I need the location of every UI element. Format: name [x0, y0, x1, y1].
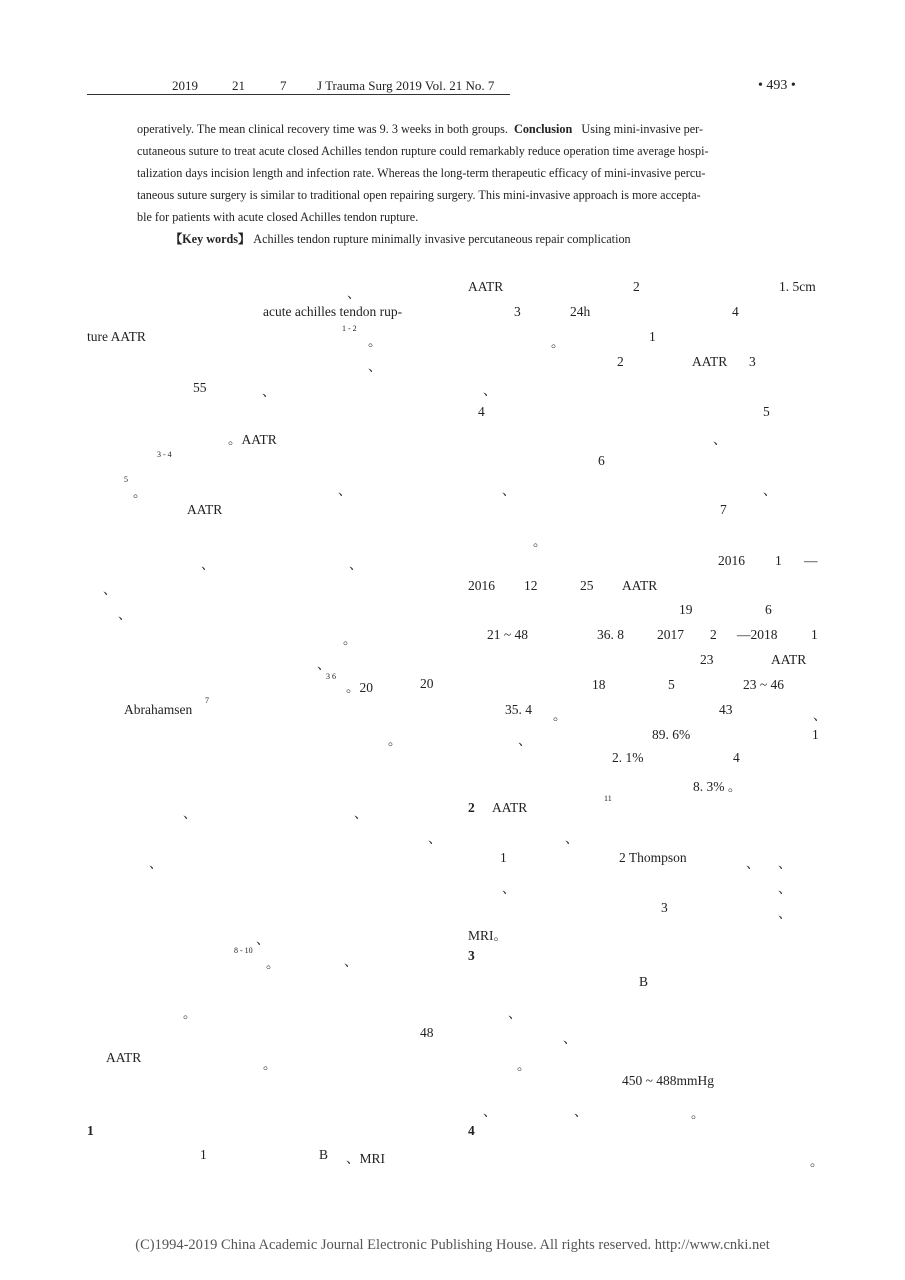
text-fragment: 、 — [347, 286, 361, 301]
text-fragment: ture AATR — [87, 329, 146, 344]
citation-superscript: 7 — [205, 696, 209, 705]
keywords — [170, 230, 631, 247]
text-fragment: 1 — [811, 627, 818, 642]
text-fragment: 、 — [813, 708, 827, 723]
text-fragment: 。 — [388, 733, 402, 748]
conclusion-label: Conclusion — [514, 122, 573, 136]
text-fragment: AATR — [771, 652, 807, 667]
section-heading: 1 — [87, 1123, 94, 1138]
citation-superscript: 3 - 4 — [157, 450, 172, 459]
citation-superscript: 3 6 — [326, 672, 336, 681]
text-fragment: B — [639, 974, 649, 989]
text-fragment: 。20 — [346, 680, 373, 695]
text-fragment: 、 — [713, 432, 727, 447]
text-fragment: 4 — [733, 750, 740, 765]
section-heading: 2 — [468, 800, 475, 815]
text-fragment: Abrahamsen — [124, 702, 193, 717]
text-fragment: 3 — [514, 304, 521, 319]
text-fragment: 6 — [598, 453, 605, 468]
header-number: 7 — [280, 78, 287, 93]
text-fragment: 23 ~ 46 — [743, 677, 785, 692]
keywords-text: Achilles tendon rupture minimally invasive percutaneous repair complication — [253, 232, 631, 246]
abstract — [137, 118, 777, 228]
text-fragment: 1. 5cm — [779, 279, 816, 294]
text-fragment: 。 — [266, 956, 280, 971]
text-fragment: 19 — [679, 602, 693, 617]
text-fragment: 1 — [500, 850, 507, 865]
text-fragment: 、 — [201, 557, 215, 572]
text-fragment: 、 — [349, 557, 363, 572]
text-fragment: 。 — [517, 1058, 531, 1073]
text-fragment: 。 — [810, 1154, 824, 1169]
text-fragment: 450 ~ 488mmHg — [622, 1073, 715, 1088]
section-heading: 3 — [468, 948, 475, 963]
abstract-line: ble for patients with acute closed Achilles tendon rupture. — [137, 210, 419, 224]
abstract-line: taneous suture surgery is similar to traditional open repairing surgery. This mini-invasive approach is more accepta- — [137, 188, 701, 202]
text-fragment: 、 — [563, 1031, 577, 1046]
text-fragment: 、 — [256, 932, 270, 947]
abstract-line — [137, 118, 777, 140]
text-fragment: AATR — [187, 502, 223, 517]
text-fragment: acute achilles tendon rup- — [263, 304, 403, 319]
text-fragment: 、 — [778, 906, 792, 921]
text-fragment: 2 — [617, 354, 624, 369]
header-volume: 21 — [232, 78, 245, 93]
text-fragment: 43 — [719, 702, 733, 717]
text-fragment: 2 — [633, 279, 640, 294]
text-fragment: 、MRI — [346, 1151, 386, 1166]
text-fragment: 2 — [710, 627, 717, 642]
text-fragment: 48 — [420, 1025, 434, 1040]
text-fragment: 20 — [420, 676, 434, 691]
text-fragment: 1 — [649, 329, 656, 344]
conclusion-text: Using mini-invasive per- — [581, 122, 704, 136]
text-fragment: 2016 — [468, 578, 495, 593]
keywords-label: 【Key words】 — [170, 232, 251, 246]
text-fragment: AATR — [492, 800, 528, 815]
text-fragment: AATR — [106, 1050, 142, 1065]
text-fragment: 3 — [749, 354, 756, 369]
text-fragment: 36. 8 — [597, 627, 624, 642]
text-fragment: 6 — [765, 602, 772, 617]
text-fragment: 18 — [592, 677, 606, 692]
text-fragment: 。AATR — [228, 432, 277, 447]
text-fragment: 。 — [691, 1106, 705, 1121]
text-fragment: 1 — [775, 553, 782, 568]
citation-superscript: 5 — [124, 475, 128, 484]
text-fragment: 21 ~ 48 — [487, 627, 529, 642]
text-fragment: 24h — [570, 304, 591, 319]
text-fragment: B — [319, 1147, 329, 1162]
text-fragment: 、 — [428, 831, 442, 846]
text-fragment: 4 — [478, 404, 485, 419]
text-fragment: 、 — [746, 856, 760, 871]
text-fragment: 、 — [118, 607, 132, 622]
page-number: • 493 • — [758, 78, 796, 93]
text-fragment: 12 — [524, 578, 538, 593]
text-fragment: 35. 4 — [505, 702, 532, 717]
text-fragment: 、 — [183, 806, 197, 821]
text-fragment: AATR — [692, 354, 728, 369]
text-fragment: 4 — [732, 304, 739, 319]
text-fragment: 3 — [661, 900, 668, 915]
text-fragment: 、 — [778, 881, 792, 896]
text-fragment: 2016 — [718, 553, 745, 568]
text-fragment: 、 — [262, 384, 276, 399]
text-fragment: 、 — [502, 483, 516, 498]
text-fragment: 、 — [149, 856, 163, 871]
text-fragment: 5 — [763, 404, 770, 419]
text-fragment: — — [804, 553, 818, 568]
text-fragment: AATR — [468, 279, 504, 294]
text-fragment: 、 — [483, 1104, 497, 1119]
text-fragment: 、 — [368, 359, 382, 374]
text-fragment: 、 — [565, 831, 579, 846]
text-fragment: 。 — [263, 1057, 277, 1072]
text-fragment: 、 — [317, 657, 331, 672]
text-fragment: 、 — [354, 806, 368, 821]
text-fragment: 23 — [700, 652, 714, 667]
header-rule — [87, 94, 510, 95]
text-fragment: 、 — [103, 582, 117, 597]
citation-superscript: 1 - 2 — [342, 324, 357, 333]
text-fragment: 8. 3% 。 — [693, 779, 742, 794]
abstract-line: cutaneous suture to treat acute closed Achilles tendon rupture could remarkably reduce operation time average hospi- — [137, 144, 709, 158]
text-fragment: 、 — [338, 483, 352, 498]
text-fragment: 。 — [533, 534, 547, 549]
text-fragment: 。 — [183, 1006, 197, 1021]
text-fragment: 1 — [200, 1147, 207, 1162]
text-fragment: —2018 — [737, 627, 778, 642]
citation-superscript: 11 — [604, 794, 612, 803]
text-fragment: 、 — [508, 1006, 522, 1021]
section-heading: 4 — [468, 1123, 475, 1138]
header-year: 2019 — [172, 78, 198, 93]
text-fragment: 7 — [720, 502, 727, 517]
text-fragment: MRI。 — [468, 928, 508, 943]
text-fragment: 。 — [133, 485, 147, 500]
text-fragment: 89. 6% — [652, 727, 691, 742]
copyright-footer: (C)1994-2019 China Academic Journal Electronic Publishing House. All rights reserved. http://www.cnki.net — [135, 1237, 770, 1253]
citation-superscript: 8 - 10 — [234, 946, 253, 955]
text-fragment: 2. 1% — [612, 750, 644, 765]
text-fragment: 2 Thompson — [619, 850, 687, 865]
header-citation: J Trauma Surg 2019 Vol. 21 No. 7 — [317, 78, 495, 93]
text-fragment: 25 — [580, 578, 594, 593]
text-fragment: 、 — [518, 733, 532, 748]
text-fragment: 。 — [551, 335, 565, 350]
text-fragment: 。 — [553, 708, 567, 723]
text-fragment: 、 — [483, 383, 497, 398]
abstract-line: talization days incision length and infection rate. Whereas the long-term therapeutic efficacy of mini-invasive percu- — [137, 166, 706, 180]
text-fragment: AATR — [622, 578, 658, 593]
text-fragment: 5 — [668, 677, 675, 692]
abstract-line-text: operatively. The mean clinical recovery time was 9. 3 weeks in both groups. — [137, 122, 508, 136]
text-fragment: 1 — [812, 727, 819, 742]
text-fragment: 2017 — [657, 627, 684, 642]
text-fragment: 、 — [574, 1104, 588, 1119]
text-fragment: 、 — [763, 483, 777, 498]
text-fragment: 、 — [778, 856, 792, 871]
text-fragment: 。 — [368, 334, 382, 349]
text-fragment: 、 — [344, 954, 358, 969]
text-fragment: 。 — [343, 632, 357, 647]
text-fragment: 55 — [193, 380, 207, 395]
text-fragment: 、 — [502, 881, 516, 896]
